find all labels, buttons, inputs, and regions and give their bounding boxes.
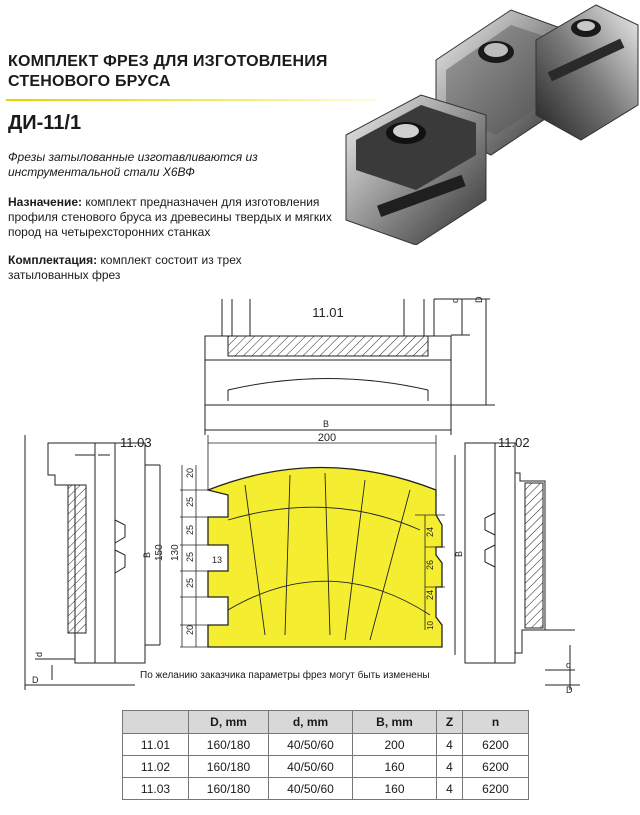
label-11-03: 11.03	[120, 435, 152, 450]
purpose-body: комплект предназначен для изготовления профиля стенового бруса из древесины твердых и мягких пород на четырехсторонних станках	[8, 195, 332, 239]
cell: 40/50/60	[269, 756, 353, 778]
cutters-photo	[336, 0, 640, 245]
dim-left-5: 20	[185, 624, 195, 635]
col-header	[123, 711, 189, 734]
dim-B-top: B	[322, 419, 330, 429]
table-row	[123, 778, 529, 800]
cell: 160/180	[189, 778, 269, 800]
dim-130: 130	[170, 544, 181, 561]
dim-D-right: D	[566, 685, 573, 695]
dim-groove-13: 13	[212, 555, 223, 565]
cell: 160/180	[189, 756, 269, 778]
table-header-row	[123, 711, 529, 734]
dim-D-top: D	[474, 296, 484, 303]
dim-B-left: B	[142, 551, 152, 558]
dim-d-right: d	[566, 660, 572, 670]
dim-150: 150	[154, 544, 165, 561]
dim-left-3: 25	[185, 551, 195, 562]
label-11-01: 11.01	[312, 305, 344, 320]
cell: 6200	[463, 778, 529, 800]
table-row	[123, 734, 529, 756]
cell: 4	[437, 756, 463, 778]
purpose-label: Назначение:	[8, 195, 83, 209]
beam-profile	[208, 468, 442, 648]
specs-table	[122, 710, 529, 800]
dim-left-0: 20	[185, 467, 195, 478]
cell: 200	[353, 734, 437, 756]
page-title	[8, 52, 388, 92]
cell: 40/50/60	[269, 734, 353, 756]
material-text: Фрезы затылованные изготавливаются из инструментальной стали Х6ВФ	[8, 150, 258, 179]
purpose-text	[8, 195, 348, 240]
dim-right-2: 24	[425, 589, 435, 600]
left-cutter-view	[25, 435, 145, 690]
set-label: Комплектация:	[8, 253, 98, 267]
col-header-n: n	[463, 711, 529, 734]
col-header-B: B, mm	[353, 711, 437, 734]
cell: 11.01	[123, 734, 189, 756]
dim-B-right: B	[454, 550, 464, 557]
cell: 160	[353, 778, 437, 800]
cell: 6200	[463, 734, 529, 756]
title-line-1: КОМПЛЕКТ ФРЕЗ ДЛЯ ИЗГОТОВЛЕНИЯ	[8, 53, 328, 70]
cell: 11.02	[123, 756, 189, 778]
right-cutter-view	[465, 443, 580, 690]
set-text	[8, 253, 298, 283]
cell: 11.03	[123, 778, 189, 800]
dim-D-left: D	[32, 675, 39, 685]
cell: 4	[437, 778, 463, 800]
set-body: комплект состоит из трех затылованных фрез	[8, 253, 242, 282]
dim-left-1: 25	[185, 496, 195, 507]
label-11-02: 11.02	[498, 435, 530, 450]
table-row	[123, 756, 529, 778]
customization-note: По желанию заказчика параметры фрез могут быть изменены	[140, 670, 430, 681]
product-code: ДИ-11/1	[8, 112, 82, 134]
technical-drawing	[0, 285, 640, 695]
dim-d-left: d	[34, 651, 44, 657]
col-header-D: D, mm	[189, 711, 269, 734]
cell: 160	[353, 756, 437, 778]
dim-200: 200	[317, 432, 337, 444]
dim-left-4: 25	[185, 577, 195, 588]
dim-right-small: 10	[426, 621, 435, 630]
dim-left-2: 25	[185, 524, 195, 535]
dim-d-top: d	[450, 297, 460, 303]
dim-right-1: 26	[425, 559, 435, 570]
cell: 4	[437, 734, 463, 756]
title-underline	[6, 99, 378, 101]
title-line-2: СТЕНОВОГО БРУСА	[8, 73, 171, 90]
col-header-Z: Z	[437, 711, 463, 734]
cell: 6200	[463, 756, 529, 778]
dim-right-0: 24	[425, 526, 435, 537]
col-header-d: d, mm	[269, 711, 353, 734]
cell: 40/50/60	[269, 778, 353, 800]
cell: 160/180	[189, 734, 269, 756]
cutter-front	[346, 95, 486, 245]
